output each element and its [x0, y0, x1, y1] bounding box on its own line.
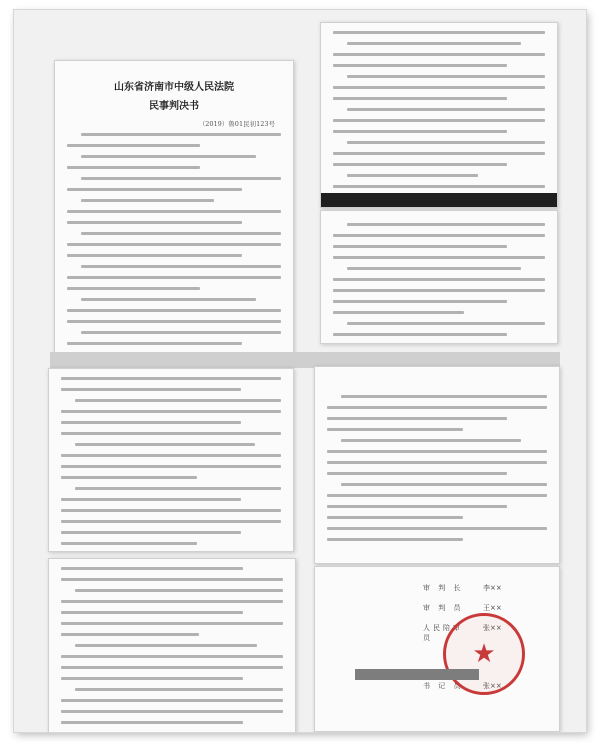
signature-row: 人民陪审员 张××	[423, 624, 502, 642]
page-5	[314, 366, 560, 564]
page-1-text	[55, 125, 293, 363]
page-5-text	[315, 367, 559, 563]
court-seal	[443, 613, 525, 695]
signature-row: 书 记 员 张××	[423, 682, 502, 690]
page-4-text	[49, 369, 293, 551]
page-2	[320, 22, 558, 208]
page-3-text	[321, 211, 557, 343]
page-3	[320, 210, 558, 344]
signature-row: 审 判 员 王××	[423, 604, 502, 612]
document-photo	[14, 10, 586, 732]
page-2-text	[321, 23, 557, 207]
page-2-dark-band	[321, 193, 557, 207]
copy-stamp-bar	[355, 669, 479, 680]
page-1	[54, 60, 294, 364]
page-6	[48, 558, 296, 732]
court-seal-star-icon: ★	[472, 639, 496, 669]
court-name: 山东省济南市中级人民法院	[114, 82, 234, 93]
signature-row: 审 判 长 李××	[423, 584, 502, 592]
page-7	[314, 566, 560, 732]
case-number: （2019）鲁01民初123号	[198, 120, 275, 128]
page-6-text	[49, 559, 295, 732]
doc-type: 民事判决书	[149, 101, 199, 112]
page-4	[48, 368, 294, 552]
